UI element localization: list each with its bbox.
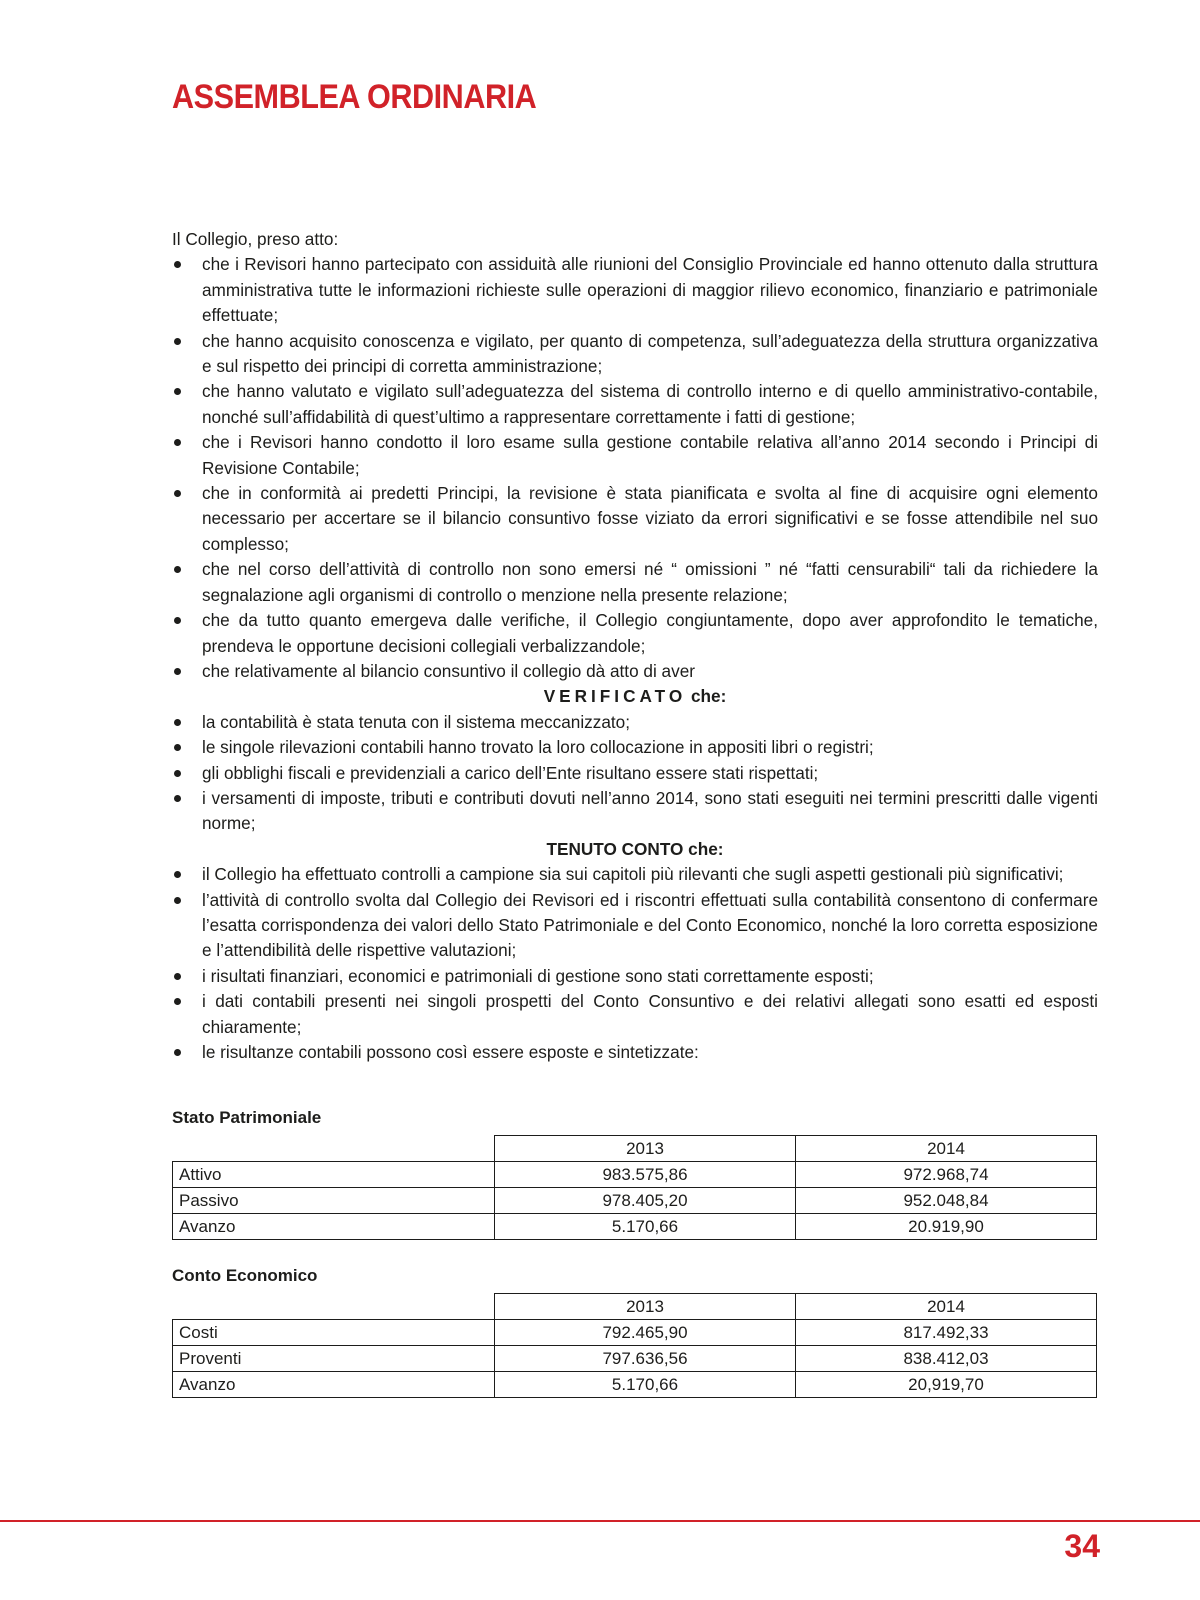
list-item: i dati contabili presenti nei singoli prospetti del Conto Consuntivo e dei relativi allegati sono esatti ed esposti chiaramente; [172, 989, 1098, 1040]
cell-value: 20,919,70 [796, 1372, 1097, 1398]
intro-text: Il Collegio, preso atto: [172, 229, 339, 249]
row-label: Attivo [173, 1162, 495, 1188]
cell-value: 797.636,56 [495, 1346, 796, 1372]
table-row [173, 1162, 1097, 1188]
table-row [173, 1346, 1097, 1372]
conto-economico-table [172, 1293, 1097, 1398]
table-header-year: 2014 [796, 1294, 1097, 1320]
verificato-suffix: che: [686, 686, 727, 707]
page-number: 34 [1064, 1528, 1100, 1564]
table-row [173, 1188, 1097, 1214]
page-title: ASSEMBLEA ORDINARIA [172, 78, 537, 116]
list-item: la contabilità è stata tenuta con il sistema meccanizzato; [172, 710, 1098, 735]
row-label: Costi [173, 1320, 495, 1346]
list-item: i versamenti di imposte, tributi e contributi dovuti nell’anno 2014, sono stati eseguiti nei termini prescritti dalle vigenti norme; [172, 786, 1098, 837]
table-row [173, 1214, 1097, 1240]
table-header-row [173, 1136, 1097, 1162]
stato-patrimoniale-table [172, 1135, 1097, 1240]
tenuto-conto-list [172, 862, 1098, 1065]
list-item: che i Revisori hanno partecipato con assiduità alle riunioni del Consiglio Provinciale ed hanno ottenuto dalla struttura amministrativa tutte le informazioni richieste sulle operazioni di maggior rilievo economico, finanziario e patrimoniale effettuate; [172, 252, 1098, 328]
list-item: che nel corso dell’attività di controllo non sono emersi né “ omissioni ” né “fatti censurabili“ tali da richiedere la segnalazione agli organismi di controllo o menzione nella presente relazione; [172, 557, 1098, 608]
cell-value: 952.048,84 [796, 1188, 1097, 1214]
table-header-year: 2013 [495, 1294, 796, 1320]
list-item: i risultati finanziari, economici e patrimoniali di gestione sono stati correttamente esposti; [172, 964, 1098, 989]
table-header-blank [173, 1294, 495, 1320]
list-item: le risultanze contabili possono così essere esposte e sintetizzate: [172, 1040, 1098, 1065]
preso-atto-list [172, 252, 1098, 684]
list-item: che da tutto quanto emergeva dalle verifiche, il Collegio congiuntamente, dopo aver approfondito le tematiche, prendeva le opportune decisioni collegiali verbalizzandole; [172, 608, 1098, 659]
cell-value: 978.405,20 [495, 1188, 796, 1214]
cell-value: 792.465,90 [495, 1320, 796, 1346]
table-header-row [173, 1294, 1097, 1320]
tenuto-conto-heading: TENUTO CONTO che: [546, 838, 724, 859]
cell-value: 972.968,74 [796, 1162, 1097, 1188]
list-item: che hanno valutato e vigilato sull’adeguatezza del sistema di controllo interno e di quello amministrativo-contabile, nonché sull’affidabilità di quest’ultimo a rappresentare correttamente i fatti di gestione; [172, 379, 1098, 430]
list-item: che in conformità ai predetti Principi, la revisione è stata pianificata e svolta al fine di acquisire ogni elemento necessario per accertare se il bilancio consuntivo fosse viziato da errori significativi e se fosse attendibile nel suo complesso; [172, 481, 1098, 557]
row-label: Passivo [173, 1188, 495, 1214]
list-item: che i Revisori hanno condotto il loro esame sulla gestione contabile relativa all’anno 2014 secondo i Principi di Revisione Contabile; [172, 430, 1098, 481]
table-row [173, 1320, 1097, 1346]
row-label: Proventi [173, 1346, 495, 1372]
list-item: le singole rilevazioni contabili hanno trovato la loro collocazione in appositi libri o registri; [172, 735, 1098, 760]
table-header-year: 2013 [495, 1136, 796, 1162]
cell-value: 5.170,66 [495, 1214, 796, 1240]
cell-value: 20.919,90 [796, 1214, 1097, 1240]
verificato-word: VERIFICATO [543, 686, 687, 707]
table-header-blank [173, 1136, 495, 1162]
stato-patrimoniale-title: Stato Patrimoniale [172, 1108, 322, 1127]
conto-economico-title: Conto Economico [172, 1266, 318, 1285]
verificato-list [172, 710, 1098, 837]
report-body [172, 227, 1098, 1065]
footer-divider [0, 1520, 1200, 1522]
verificato-heading [172, 684, 1098, 709]
list-item: che relativamente al bilancio consuntivo il collegio dà atto di aver [172, 659, 1098, 684]
cell-value: 5.170,66 [495, 1372, 796, 1398]
cell-value: 817.492,33 [796, 1320, 1097, 1346]
table-row [173, 1372, 1097, 1398]
cell-value: 838.412,03 [796, 1346, 1097, 1372]
list-item: l’attività di controllo svolta dal Collegio dei Revisori ed i riscontri effettuati sulla contabilità consentono di confermare l’esatta corrispondenza dei valori dello Stato Patrimoniale e del Conto Economico, nonché la loro corretta esposizione e l’attendibilità delle rispettive valutazioni; [172, 888, 1098, 964]
table-header-year: 2014 [796, 1136, 1097, 1162]
list-item: che hanno acquisito conoscenza e vigilato, per quanto di competenza, sull’adeguatezza della struttura organizzativa e sul rispetto dei principi di corretta amministrazione; [172, 329, 1098, 380]
row-label: Avanzo [173, 1214, 495, 1240]
row-label: Avanzo [173, 1372, 495, 1398]
list-item: il Collegio ha effettuato controlli a campione sia sui capitoli più rilevanti che sugli aspetti gestionali più significativi; [172, 862, 1098, 887]
cell-value: 983.575,86 [495, 1162, 796, 1188]
list-item: gli obblighi fiscali e previdenziali a carico dell’Ente risultano essere stati rispettati; [172, 761, 1098, 786]
